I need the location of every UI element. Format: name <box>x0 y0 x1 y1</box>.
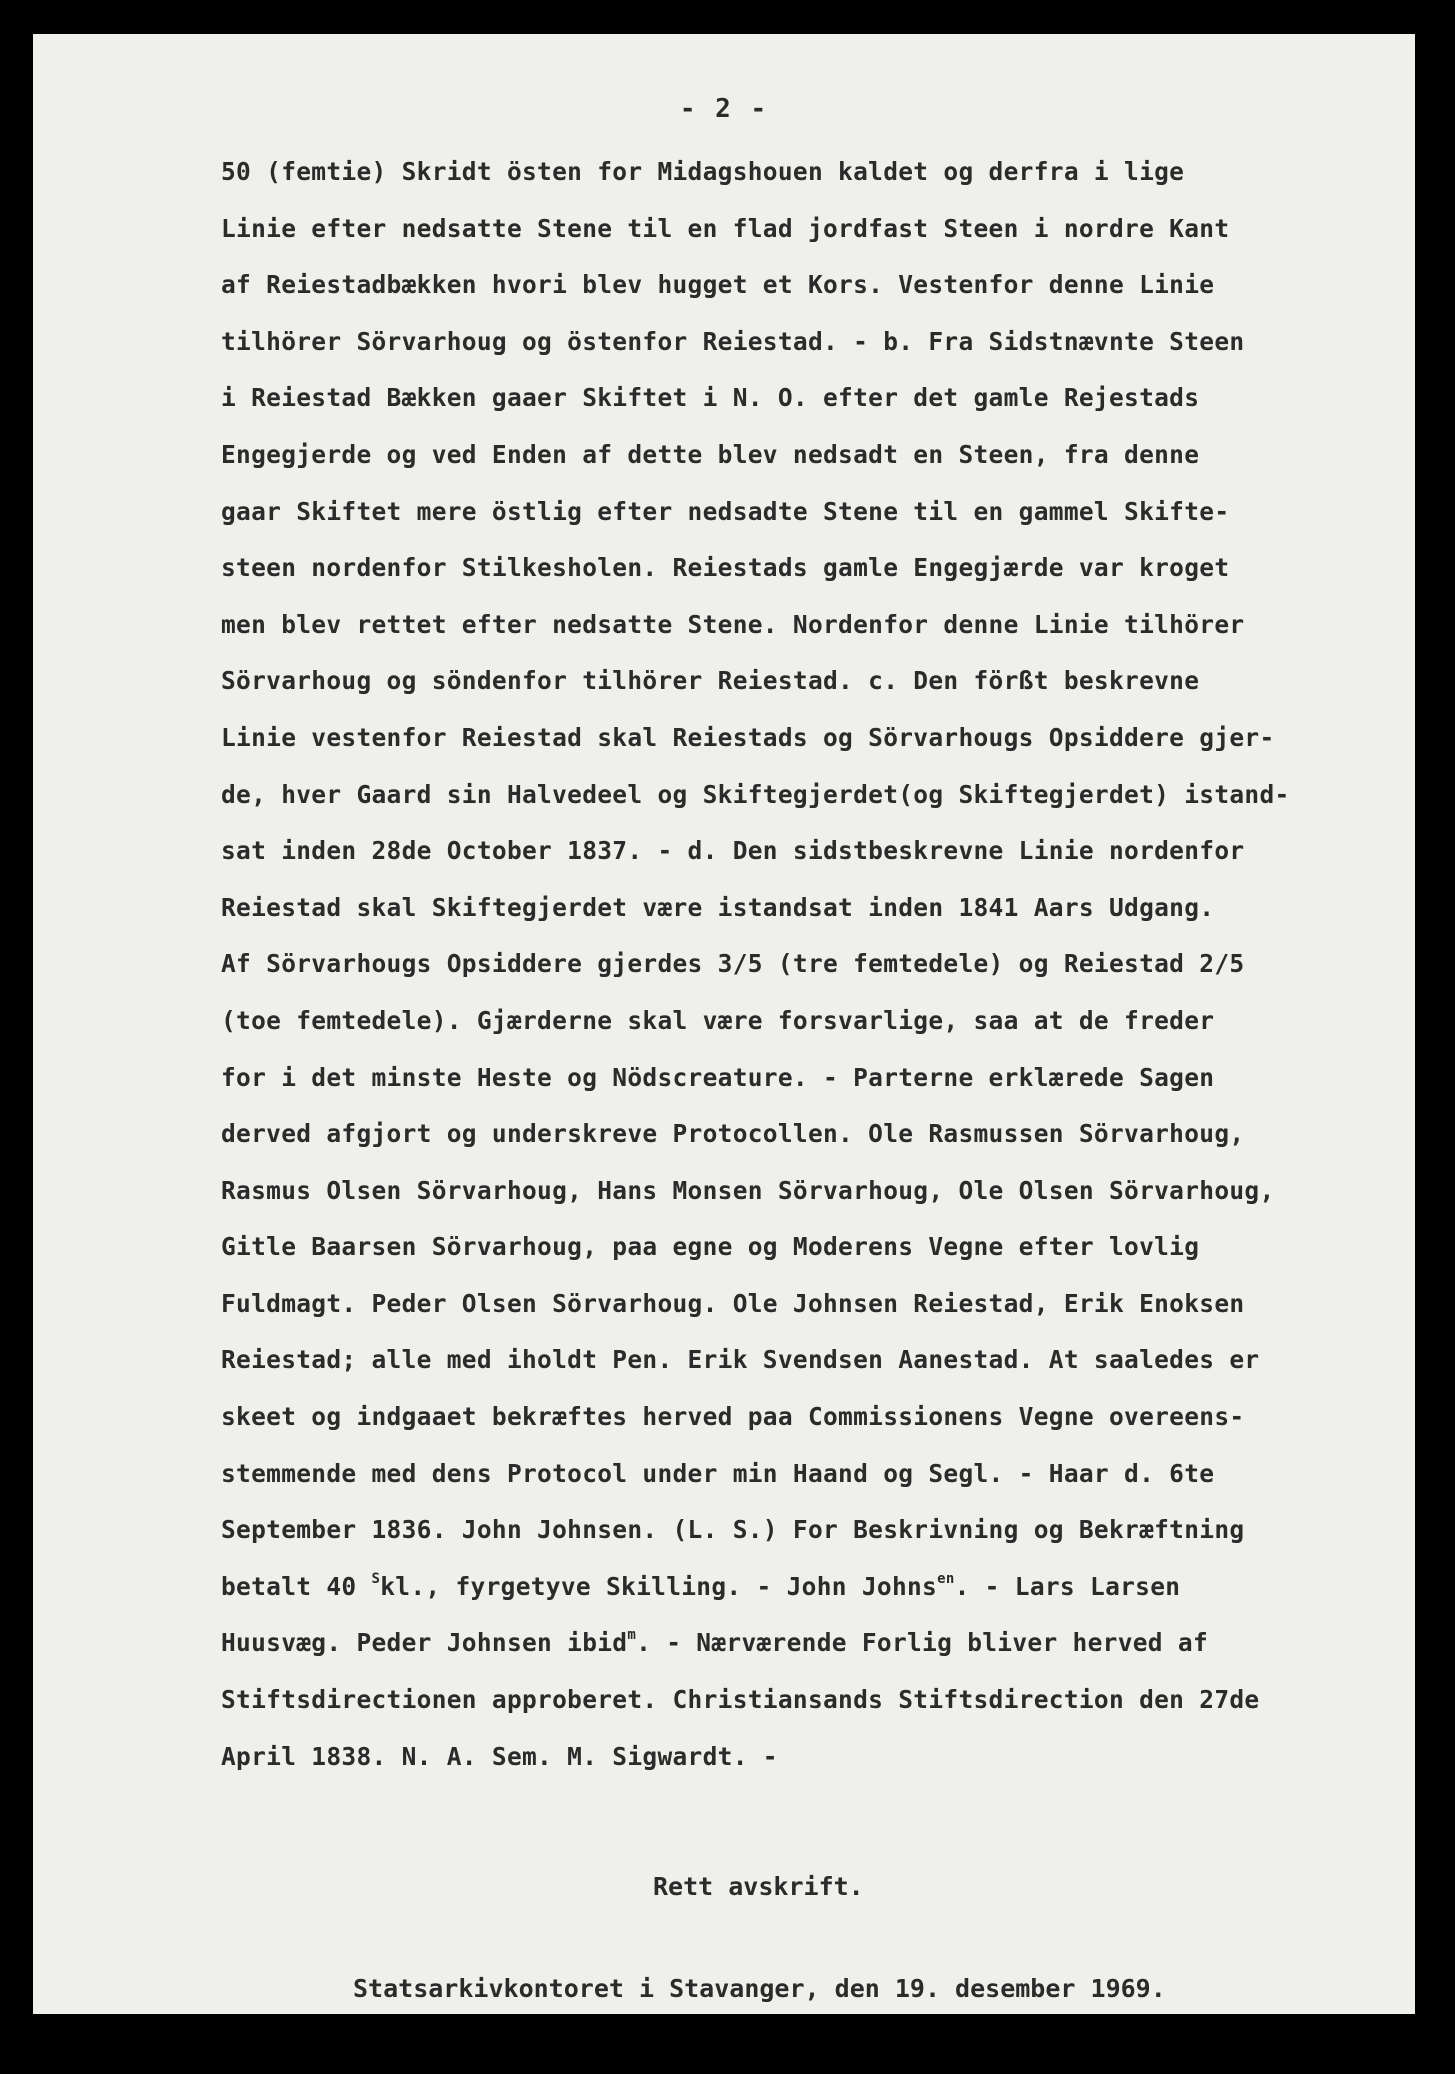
text-line: skeet og indgaaet bekræftes herved paa Commissionens Vegne overeens- <box>221 1402 1245 1432</box>
text-line-superscript <box>221 1615 1431 1672</box>
text-segment: . - Lars Larsen <box>954 1571 1181 1601</box>
text-line: gaar Skiftet mere östlig efter nedsadte Stene til en gammel Skifte- <box>221 496 1230 526</box>
text-line: Sörvarhoug og söndenfor tilhörer Reiestad. c. Den förßt beskrevne <box>221 666 1200 696</box>
text-line: af Reiestadbækken hvori blev hugget et Kors. Vestenfor denne Linie <box>221 270 1215 300</box>
text-line: tilhörer Sörvarhoug og östenfor Reiestad. - b. Fra Sidstnævnte Steen <box>221 326 1245 356</box>
text-line: derved afgjort og underskreve Protocollen. Ole Rasmussen Sörvarhoug, <box>221 1119 1245 1149</box>
text-line: April 1838. N. A. Sem. M. Sigwardt. - <box>221 1741 778 1771</box>
superscript: S <box>371 1570 381 1587</box>
text-segment: Huusvæg. Peder Johnsen ibid <box>221 1628 628 1658</box>
text-segment: . - Nærværende Forlig bliver herved af <box>636 1628 1209 1658</box>
text-line: Reiestad; alle med iholdt Pen. Erik Svendsen Aanestad. At saaledes er <box>221 1345 1260 1375</box>
text-line: de, hver Gaard sin Halvedeel og Skiftegjerdet(og Skiftegjerdet) istand- <box>221 779 1290 809</box>
body-text <box>221 144 1431 1785</box>
text-line: Stiftsdirectionen approberet. Christiansands Stiftsdirection den 27de <box>221 1685 1260 1715</box>
text-line: Linie vestenfor Reiestad skal Reiestads og Sörvarhougs Opsiddere gjer- <box>221 722 1275 752</box>
certification-line: Rett avskrift. <box>653 1872 864 1901</box>
text-line: sat inden 28de October 1837. - d. Den sidstbeskrevne Linie nordenfor <box>221 836 1245 866</box>
text-line: September 1836. John Johnsen. (L. S.) For Beskrivning og Bekræftning <box>221 1515 1245 1545</box>
superscript: m <box>627 1627 637 1644</box>
text-line: Reiestad skal Skiftegjerdet være istandsat inden 1841 Aars Udgang. <box>221 892 1215 922</box>
text-line: 50 (femtie) Skridt östen for Midagshouen kaldet og derfra i lige <box>221 157 1185 186</box>
text-line: steen nordenfor Stilkesholen. Reiestads gamle Engegjærde var kroget <box>221 553 1230 583</box>
text-line: i Reiestad Bækken gaaer Skiftet i N. O. efter det gamle Rejestads <box>221 383 1200 413</box>
text-line: Rasmus Olsen Sörvarhoug, Hans Monsen Sörvarhoug, Ole Olsen Sörvarhoug, <box>221 1175 1275 1205</box>
page-number: - 2 - <box>679 94 769 124</box>
text-line: men blev rettet efter nedsatte Stene. Nordenfor denne Linie tilhörer <box>221 609 1245 639</box>
certification-block <box>33 1802 1415 2074</box>
text-segment: betalt 40 <box>221 1571 372 1601</box>
text-line: Engegjerde og ved Enden af dette blev nedsadt en Steen, fra denne <box>221 439 1200 469</box>
text-line: stemmende med dens Protocol under min Haand og Segl. - Haar d. 6te <box>221 1458 1215 1488</box>
archive-office-line: Statsarkivkontoret i Stavanger, den 19. desember 1969. <box>353 1974 1166 2003</box>
text-line-superscript <box>221 1559 1431 1616</box>
text-line: (toe femtedele). Gjærderne skal være forsvarlige, saa at de freder <box>221 1005 1215 1035</box>
text-line: for i det minste Heste og Nödscreature. - Parterne erklærede Sagen <box>221 1062 1215 1092</box>
text-line: Fuldmagt. Peder Olsen Sörvarhoug. Ole Johnsen Reiestad, Erik Enoksen <box>221 1288 1245 1318</box>
text-line: Af Sörvarhougs Opsiddere gjerdes 3/5 (tre femtedele) og Reiestad 2/5 <box>221 949 1245 979</box>
text-segment: kl., fyrgetyve Skilling. - John Johns <box>380 1571 938 1601</box>
text-line: Linie efter nedsatte Stene til en flad jordfast Steen i nordre Kant <box>221 213 1230 243</box>
document-page <box>33 34 1415 2014</box>
superscript: en <box>937 1570 955 1587</box>
text-line: Gitle Baarsen Sörvarhoug, paa egne og Moderens Vegne efter lovlig <box>221 1232 1200 1262</box>
